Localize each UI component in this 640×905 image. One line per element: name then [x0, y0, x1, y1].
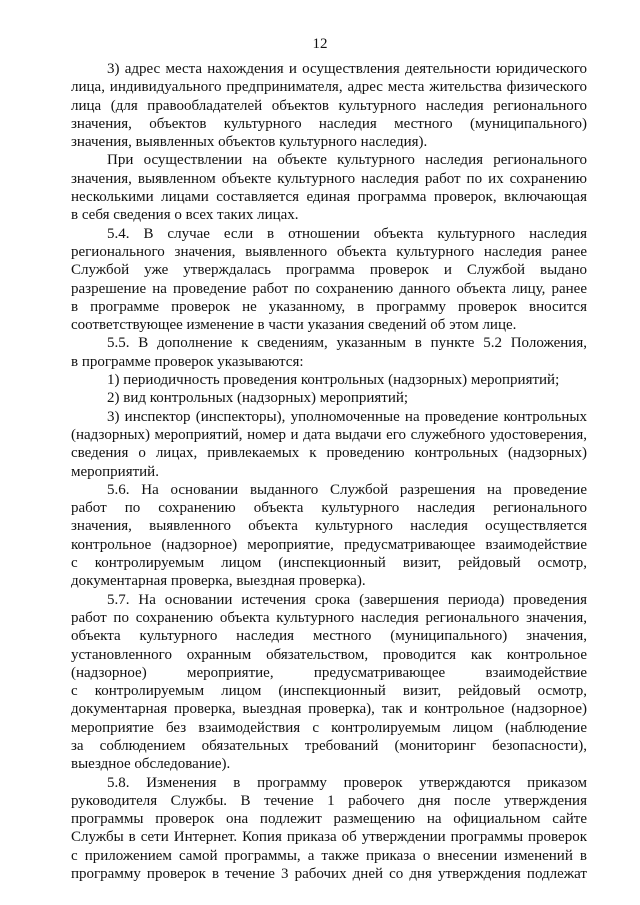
- text-line: 1) периодичность проведения контрольных (надзорных) мероприятий;: [107, 372, 560, 389]
- text-line: мероприятий.: [71, 463, 159, 480]
- text-line: мероприятие без взаимодействия с контролируемым лицом (наблюдение: [71, 719, 587, 736]
- text-line: с контролируемым лицом (инспекционный визит, рейдовый осмотр,: [71, 555, 587, 572]
- text-line: несколькими лицами составляется единая программа проверок, включающая: [71, 189, 587, 206]
- text-line: документарная проверка, выездная проверка), так и контрольное (надзорное): [71, 701, 587, 718]
- text-line: объекта культурного наследия местного (муниципального) значения,: [71, 628, 587, 645]
- text-line: с приложением самой программы, а также приказа о внесении изменений в: [71, 847, 587, 864]
- text-line: 5.4. В случае если в отношении объекта культурного наследия: [107, 225, 587, 242]
- text-line: выездное обследование).: [71, 756, 231, 773]
- text-line: с контролируемым лицом (инспекционный визит, рейдовый осмотр,: [71, 683, 587, 700]
- text-line: работ по сохранению объекта культурного наследия регионального значения,: [71, 609, 587, 626]
- text-line: в программе проверок указываются:: [71, 353, 304, 370]
- text-line: значения, выявленного объекта культурного наследия осуществляется: [71, 518, 587, 535]
- text-line: (надзорных) мероприятий, номер и дата выдачи его служебного удостоверения,: [71, 426, 587, 443]
- text-line: Службы в сети Интернет. Копия приказа об утверждении программы проверок: [71, 829, 587, 846]
- text-line: лица (для правообладателей объектов культурного наследия регионального: [71, 97, 587, 114]
- text-line: в себя сведения о всех таких лицах.: [71, 207, 299, 224]
- document-body: [71, 60, 587, 883]
- text-line: контрольное (надзорное) мероприятие, предусматривающее взаимодействие: [71, 536, 587, 553]
- text-line: программу проверок в течение 3 рабочих дней со дня утверждения подлежат: [71, 866, 587, 883]
- text-line: за соблюдением обязательных требований (мониторинг безопасности),: [71, 737, 587, 754]
- text-line: сведения о лицах, привлекаемых к проведению контрольных (надзорных): [71, 445, 587, 462]
- text-line: разрешение на проведение работ по сохранению данного объекта лицу, ранее: [71, 280, 587, 297]
- text-line: При осуществлении на объекте культурного наследия регионального: [107, 152, 587, 169]
- text-line: 5.5. В дополнение к сведениям, указанным в пункте 5.2 Положения,: [107, 335, 587, 352]
- text-line: Службой уже утверждалась программа проверок и Службой выдано: [71, 262, 587, 279]
- text-line: работ по сохранению объекта культурного наследия регионального: [71, 500, 587, 517]
- text-line: 5.8. Изменения в программу проверок утверждаются приказом: [107, 774, 587, 791]
- text-line: 2) вид контрольных (надзорных) мероприятий;: [107, 390, 409, 407]
- text-line: 3) инспектор (инспекторы), уполномоченные на проведение контрольных: [107, 408, 587, 425]
- text-line: установленного охранным обязательством, проводится как контрольное: [71, 646, 587, 663]
- text-line: значения, выявленных объектов культурного наследия).: [71, 134, 428, 151]
- text-line: значения, объектов культурного наследия местного (муниципального): [71, 115, 587, 132]
- text-line: в программе проверок не указанному, в программу проверок вносится: [71, 298, 587, 315]
- text-line: лица, индивидуального предпринимателя, адрес места жительства физического: [71, 79, 587, 96]
- text-line: программы проверок она подлежит размещению на официальном сайте: [71, 811, 587, 828]
- text-line: соответствующее изменение в части указания сведений об этом лице.: [71, 317, 517, 334]
- text-line: (надзорное) мероприятие, предусматривающее взаимодействие: [71, 664, 587, 681]
- text-line: 5.6. На основании выданного Службой разрешения на проведение: [107, 481, 587, 498]
- page-number: 12: [312, 36, 328, 52]
- text-line: документарная проверка, выездная проверка).: [71, 573, 366, 590]
- text-line: 3) адрес места нахождения и осуществления деятельности юридического: [107, 61, 587, 77]
- text-line: значения, выявленном объекте культурного наследия работ по их сохранению: [71, 170, 587, 187]
- text-line: регионального значения, выявленного объекта культурного наследия ранее: [71, 243, 587, 260]
- text-line: 5.7. На основании истечения срока (завершения периода) проведения: [107, 591, 587, 608]
- text-line: руководителя Службы. В течение 1 рабочего дня после утверждения: [71, 792, 587, 809]
